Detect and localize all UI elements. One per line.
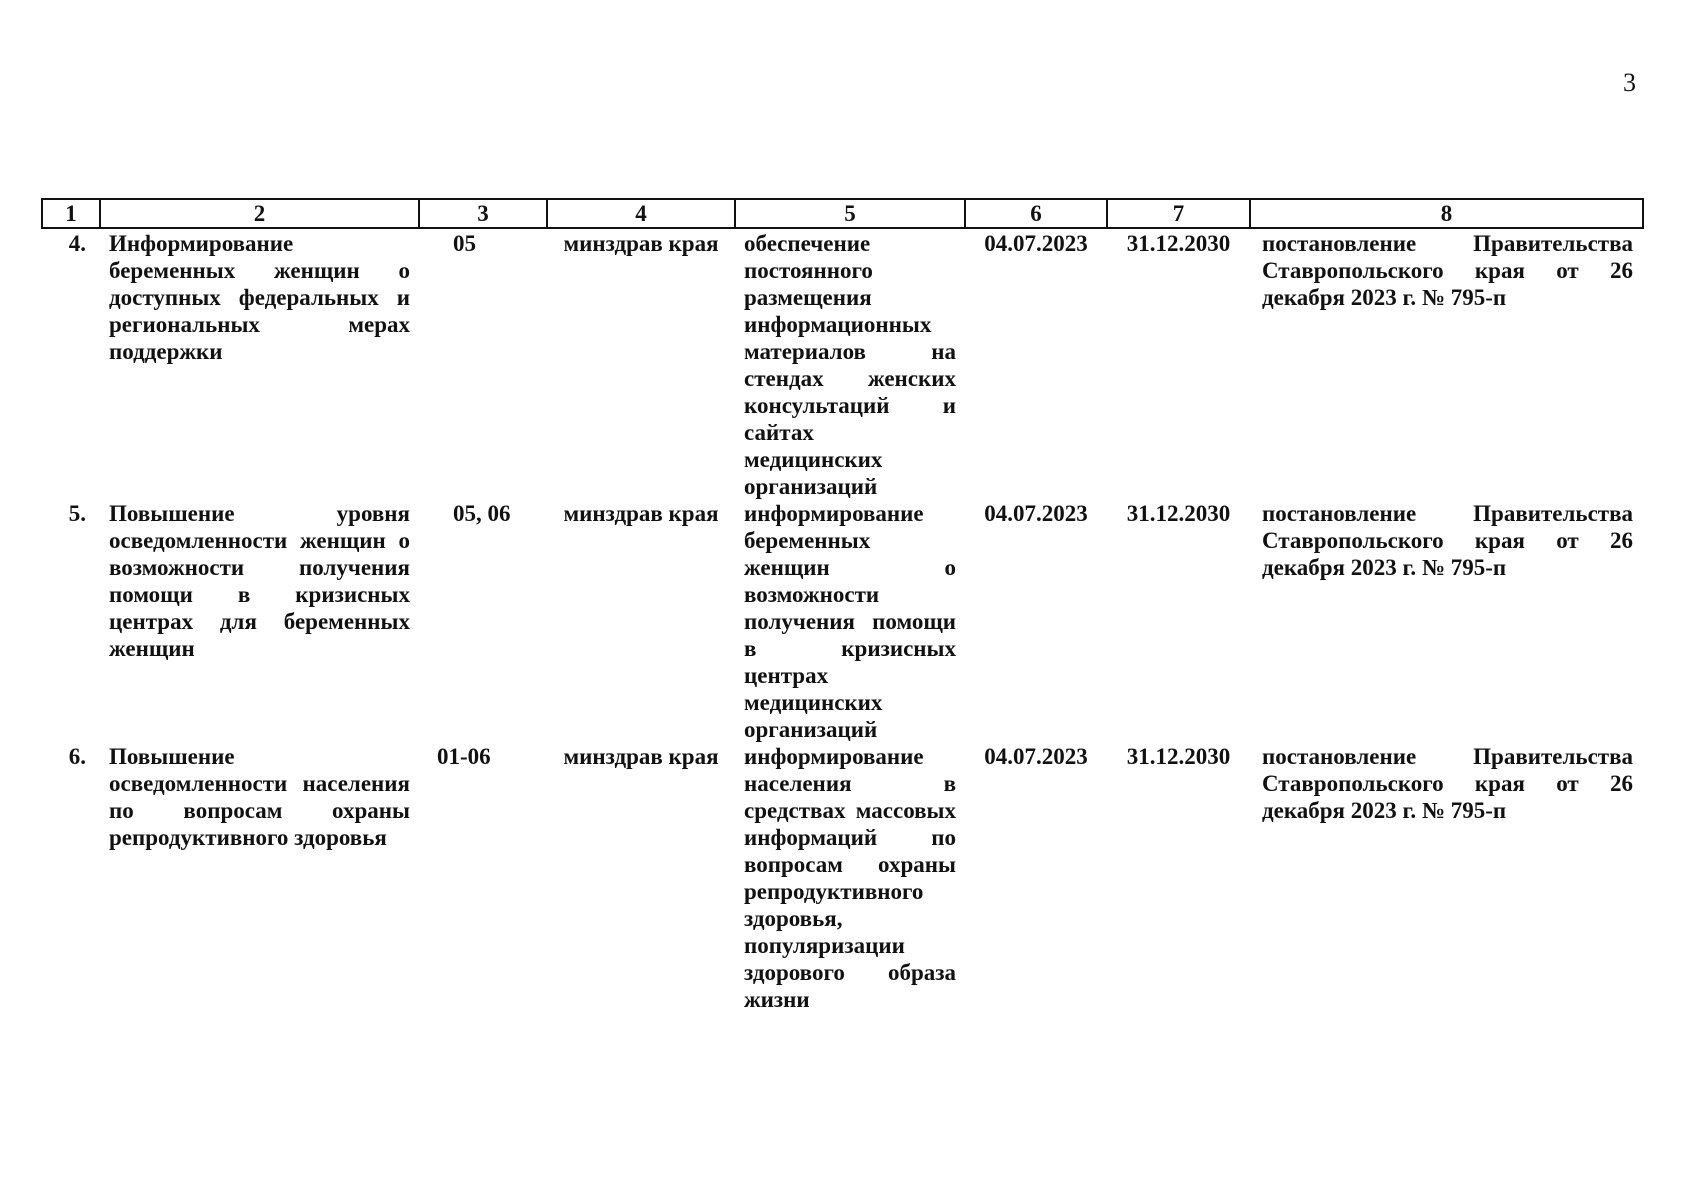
measures-table	[41, 198, 1644, 1013]
expected-result: информирование беременных женщин о возможности получения помощи в кризисных центрах медицинских организаций	[744, 501, 956, 742]
end-date: 31.12.2030	[1126, 231, 1231, 256]
table-row	[42, 228, 1643, 500]
column-header-1: 1	[42, 199, 100, 228]
table-body	[42, 228, 1643, 1013]
column-header-4: 4	[547, 199, 735, 228]
row-number: 6.	[68, 744, 86, 769]
column-header-3: 3	[419, 199, 547, 228]
expected-result: обеспечение постоянного размещения информационных материалов на стендах женских консультаций и сайтах медицинских организаций	[744, 231, 956, 499]
start-date: 04.07.2023	[984, 231, 1088, 256]
expected-result: информирование населения в средствах массовых информаций по вопросам охраны репродуктивного здоровья, популяризации здорового образа жизни	[744, 744, 956, 1012]
column-header-5: 5	[735, 199, 965, 228]
start-date: 04.07.2023	[984, 501, 1088, 526]
measure-name: Повышение осведомленности населения по вопросам охраны репродуктивного здоровья	[109, 744, 410, 850]
header-row	[42, 199, 1643, 228]
executor: минздрав края	[563, 501, 719, 526]
column-header-7: 7	[1107, 199, 1250, 228]
row-number: 4.	[68, 231, 86, 256]
executor: минздрав края	[563, 231, 719, 256]
measure-name: Информирование беременных женщин о доступных федеральных и региональных мерах поддержки	[109, 231, 410, 364]
executor: минздрав края	[563, 744, 719, 769]
table-row	[42, 743, 1643, 1013]
table-header	[42, 199, 1643, 228]
table-row	[42, 500, 1643, 743]
end-date: 31.12.2030	[1126, 744, 1231, 769]
legal-document: постановление Правительства Ставропольского края от 26 декабря 2023 г. № 795-п	[1262, 744, 1633, 823]
column-header-2: 2	[100, 199, 419, 228]
legal-document: постановление Правительства Ставропольского края от 26 декабря 2023 г. № 795-п	[1262, 231, 1633, 310]
row-number: 5.	[68, 501, 86, 526]
page-number: 3	[1623, 68, 1636, 97]
indicator-code: 01-06	[437, 744, 491, 769]
measure-name: Повышение уровня осведомленности женщин о возможности получения помощи в кризисных центрах для беременных женщин	[109, 501, 410, 661]
indicator-code: 05	[453, 231, 476, 256]
end-date: 31.12.2030	[1126, 501, 1231, 526]
start-date: 04.07.2023	[984, 744, 1088, 769]
indicator-code: 05, 06	[453, 501, 511, 526]
column-header-8: 8	[1250, 199, 1643, 228]
legal-document: постановление Правительства Ставропольского края от 26 декабря 2023 г. № 795-п	[1262, 501, 1633, 580]
column-header-6: 6	[965, 199, 1107, 228]
